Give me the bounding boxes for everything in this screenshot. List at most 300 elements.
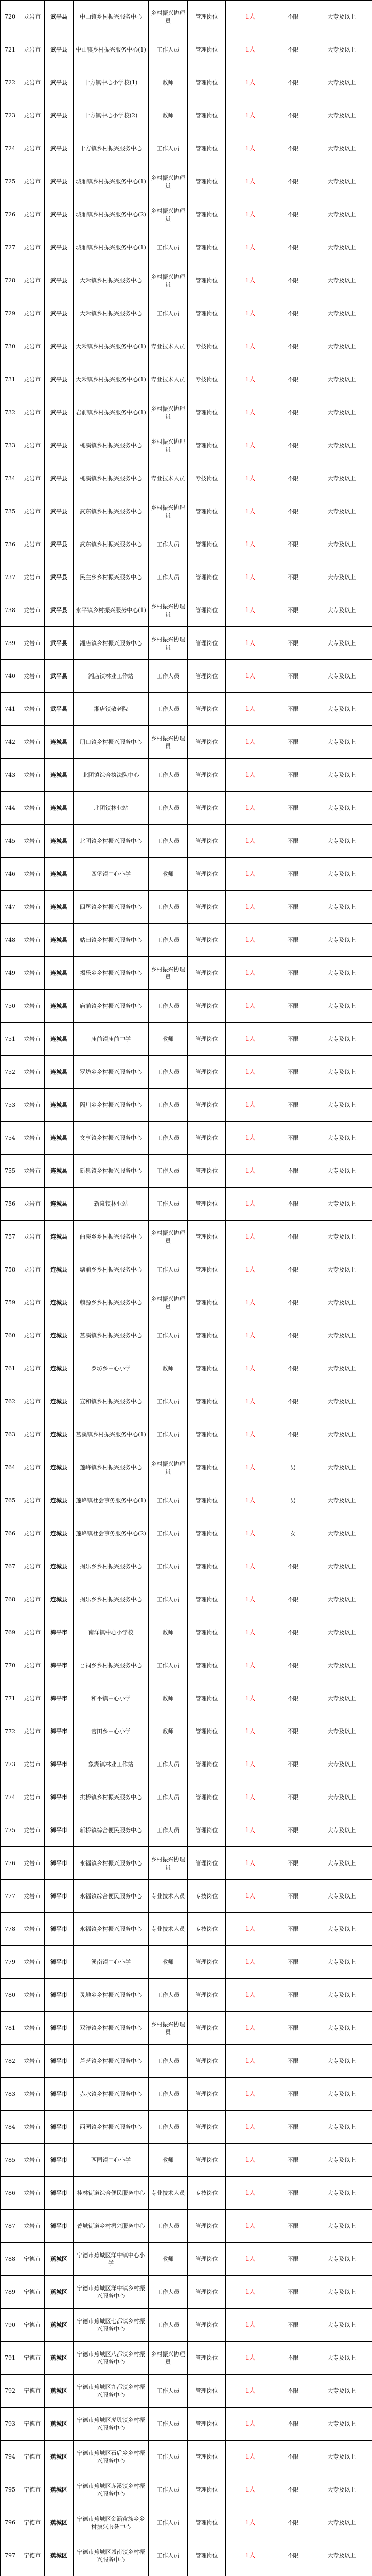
cell-position-type: 管理岗位 [188, 132, 226, 165]
cell-gender-requirement: 不限 [275, 330, 311, 363]
table-row [1, 1814, 372, 1847]
cell-headcount: 1人 [226, 1221, 275, 1253]
table-row [1, 1221, 372, 1253]
cell-employer-unit: 大禾镇乡村振兴服务中心(1) [74, 363, 149, 396]
cell-county: 漳平市 [45, 1847, 74, 1880]
cell-headcount: 1人 [226, 1319, 275, 1352]
table-row [1, 1253, 372, 1286]
cell-serial-number: 774 [1, 1781, 20, 1814]
cell-gender-requirement: 不限 [275, 1385, 311, 1418]
cell-employer-unit: 北团镇综合执法队中心 [74, 759, 149, 792]
cell-position-name: 教师 [149, 858, 188, 891]
cell-employer-unit: 永福镇综合便民服务中心 [74, 1880, 149, 1913]
table-row [1, 990, 372, 1023]
cell-city: 龙岩市 [20, 1286, 45, 1319]
cell-position-name: 乡村振兴协理员 [149, 429, 188, 462]
cell-county: 武平县 [45, 99, 74, 132]
table-row [1, 363, 372, 396]
cell-gender-requirement: 不限 [275, 693, 311, 726]
cell-education-requirement: 大专及以上 [311, 1913, 372, 1946]
table-row [1, 1682, 372, 1715]
cell-county: 蕉城区 [45, 2309, 74, 2342]
table-row [1, 132, 372, 165]
cell-education-requirement: 大专及以上 [311, 2375, 372, 2408]
cell-city: 龙岩市 [20, 429, 45, 462]
cell-city: 龙岩市 [20, 495, 45, 528]
table-row [1, 1781, 372, 1814]
cell-serial-number: 792 [1, 2375, 20, 2408]
cell-gender-requirement: 不限 [275, 1155, 311, 1188]
cell-gender-requirement: 不限 [275, 1, 311, 33]
cell-employer-unit: 永平镇乡村振兴服务中心(1) [74, 594, 149, 627]
cell-headcount: 1人 [226, 2441, 275, 2473]
cell-county: 武平县 [45, 297, 74, 330]
table-row [1, 2539, 372, 2572]
cell-county: 漳平市 [45, 2045, 74, 2078]
cell-employer-unit: 四堡镇乡村振兴服务中心 [74, 891, 149, 924]
cell-city: 龙岩市 [20, 1517, 45, 1550]
cell-serial-number: 722 [1, 66, 20, 99]
cell-education-requirement: 大专及以上 [311, 1089, 372, 1122]
cell-education-requirement: 大专及以上 [311, 1781, 372, 1814]
cell-serial-number: 791 [1, 2342, 20, 2375]
cell-headcount: 1人 [226, 2111, 275, 2144]
cell-employer-unit: 象湖镇林业工作站 [74, 1748, 149, 1781]
table-row [1, 1385, 372, 1418]
cell-headcount: 1人 [226, 429, 275, 462]
cell-position-type: 管理岗位 [188, 1847, 226, 1880]
cell-headcount: 1人 [226, 1, 275, 33]
cell-position-type: 管理岗位 [188, 1155, 226, 1188]
cell-county: 蕉城区 [45, 2243, 74, 2276]
cell-gender-requirement: 不限 [275, 627, 311, 660]
cell-city: 龙岩市 [20, 2078, 45, 2111]
cell-gender-requirement: 不限 [275, 2111, 311, 2144]
cell-city: 龙岩市 [20, 330, 45, 363]
cell-position-name: 乡村振兴协理员 [149, 396, 188, 429]
cell-county: 武平县 [45, 561, 74, 594]
cell-position-type: 管理岗位 [188, 594, 226, 627]
cell-serial-number: 786 [1, 2177, 20, 2210]
cell-city: 龙岩市 [20, 1484, 45, 1517]
table-body [1, 1, 372, 2576]
cell-headcount: 1人 [226, 1748, 275, 1781]
cell-serial-number: 739 [1, 627, 20, 660]
cell-position-name: 工作人员 [149, 759, 188, 792]
cell-education-requirement: 大专及以上 [311, 858, 372, 891]
cell-serial-number: 766 [1, 1517, 20, 1550]
cell-serial-number: 726 [1, 198, 20, 231]
cell-headcount: 1人 [226, 858, 275, 891]
table-row [1, 2144, 372, 2177]
cell-position-type: 管理岗位 [188, 561, 226, 594]
cell-headcount: 1人 [226, 1188, 275, 1221]
cell-employer-unit: 西园镇中心小学 [74, 2144, 149, 2177]
cell-serial-number: 729 [1, 297, 20, 330]
cell-county: 武平县 [45, 693, 74, 726]
cell-employer-unit: 揭乐乡乡村振兴服务中心 [74, 1583, 149, 1616]
cell-headcount: 1人 [226, 2177, 275, 2210]
cell-city: 龙岩市 [20, 2111, 45, 2144]
cell-county: 武平县 [45, 1, 74, 33]
cell-education-requirement: 大专及以上 [311, 1616, 372, 1649]
cell-position-name: 教师 [149, 99, 188, 132]
cell-employer-unit: 中山镇乡村振兴服务中心(1) [74, 33, 149, 66]
table-row [1, 858, 372, 891]
cell-education-requirement: 大专及以上 [311, 1352, 372, 1385]
cell-headcount: 1人 [226, 1946, 275, 1979]
cell-county: 连城县 [45, 1583, 74, 1616]
cell-gender-requirement: 不限 [275, 66, 311, 99]
cell-city: 龙岩市 [20, 2045, 45, 2078]
cell-serial-number: 761 [1, 1352, 20, 1385]
cell-gender-requirement: 不限 [275, 2539, 311, 2572]
table-row [1, 1418, 372, 1451]
cell-education-requirement: 大专及以上 [311, 2506, 372, 2539]
cell-education-requirement: 大专及以上 [311, 1451, 372, 1484]
cell-position-name: 工作人员 [149, 924, 188, 957]
table-row [1, 660, 372, 693]
cell-serial-number: 720 [1, 1, 20, 33]
table-row [1, 627, 372, 660]
table-row [1, 2441, 372, 2473]
table-row [1, 825, 372, 858]
cell-position-name: 工作人员 [149, 660, 188, 693]
cell-headcount: 1人 [226, 2210, 275, 2243]
cell-serial-number: 794 [1, 2441, 20, 2473]
cell-education-requirement: 大专及以上 [311, 99, 372, 132]
cell-position-name: 工作人员 [149, 1385, 188, 1418]
cell-position-type: 管理岗位 [188, 924, 226, 957]
cell-employer-unit: 宁德市蕉城区洋中镇中心小学 [74, 2243, 149, 2276]
cell-gender-requirement: 不限 [275, 1319, 311, 1352]
cell-city: 龙岩市 [20, 1352, 45, 1385]
cell-city: 龙岩市 [20, 231, 45, 264]
cell-gender-requirement: 不限 [275, 1781, 311, 1814]
cell-position-type: 管理岗位 [188, 1550, 226, 1583]
cell-headcount: 1人 [226, 1550, 275, 1583]
cell-position-type: 管理岗位 [188, 1814, 226, 1847]
cell-position-name: 工作人员 [149, 2506, 188, 2539]
cell-position-name: 乡村振兴协理员 [149, 1286, 188, 1319]
cell-headcount: 1人 [226, 2045, 275, 2078]
cell-headcount: 1人 [226, 792, 275, 825]
cell-position-name: 乡村振兴协理员 [149, 1847, 188, 1880]
cell-serial-number: 749 [1, 957, 20, 990]
cell-city: 龙岩市 [20, 1616, 45, 1649]
cell-gender-requirement: 不限 [275, 1715, 311, 1748]
cell-education-requirement: 大专及以上 [311, 66, 372, 99]
cell-serial-number: 797 [1, 2539, 20, 2572]
cell-headcount: 1人 [226, 2342, 275, 2375]
cell-gender-requirement: 不限 [275, 396, 311, 429]
cell-county: 漳平市 [45, 1649, 74, 1682]
cell-position-name: 工作人员 [149, 2309, 188, 2342]
cell-position-name: 教师 [149, 2144, 188, 2177]
cell-county: 武平县 [45, 33, 74, 66]
table-row [1, 957, 372, 990]
cell-headcount: 1人 [226, 759, 275, 792]
cell-city: 龙岩市 [20, 1913, 45, 1946]
cell-position-name: 工作人员 [149, 1155, 188, 1188]
cell-serial-number: 747 [1, 891, 20, 924]
cell-gender-requirement: 不限 [275, 2506, 311, 2539]
table-row [1, 1913, 372, 1946]
table-row [1, 33, 372, 66]
cell-serial-number: 723 [1, 99, 20, 132]
cell-headcount: 1人 [226, 1155, 275, 1188]
cell-employer-unit: 官田乡中心小学 [74, 1715, 149, 1748]
cell-headcount: 1人 [226, 2539, 275, 2572]
cell-serial-number: 728 [1, 264, 20, 297]
cell-headcount: 1人 [226, 495, 275, 528]
cell-position-type: 管理岗位 [188, 2012, 226, 2045]
table-row [1, 759, 372, 792]
cell-education-requirement: 大专及以上 [311, 1583, 372, 1616]
cell-position-type: 管理岗位 [188, 1451, 226, 1484]
cell-city: 龙岩市 [20, 1023, 45, 1056]
cell-county: 漳平市 [45, 2111, 74, 2144]
cell-city: 龙岩市 [20, 924, 45, 957]
cell-city: 龙岩市 [20, 1385, 45, 1418]
cell-position-name: 工作人员 [149, 2473, 188, 2506]
cell-gender-requirement: 女 [275, 1517, 311, 1550]
cell-position-name: 乡村振兴协理员 [149, 198, 188, 231]
cell-gender-requirement: 不限 [275, 1056, 311, 1089]
table-row [1, 1155, 372, 1188]
cell-position-name: 工作人员 [149, 2210, 188, 2243]
cell-serial-number: 751 [1, 1023, 20, 1056]
table-row [1, 2572, 372, 2576]
cell-gender-requirement: 不限 [275, 2408, 311, 2441]
cell-education-requirement: 大专及以上 [311, 2276, 372, 2309]
cell-education-requirement: 大专及以上 [311, 2012, 372, 2045]
cell-position-type: 管理岗位 [188, 1221, 226, 1253]
cell-gender-requirement: 不限 [275, 2144, 311, 2177]
cell-serial-number: 721 [1, 33, 20, 66]
cell-employer-unit: 南洋镇中心小学校 [74, 1616, 149, 1649]
cell-employer-unit: 莲峰镇乡村振兴服务中心 [74, 1451, 149, 1484]
table-row [1, 1748, 372, 1781]
cell-gender-requirement: 不限 [275, 1418, 311, 1451]
cell-city: 龙岩市 [20, 462, 45, 495]
cell-serial-number: 793 [1, 2408, 20, 2441]
cell-education-requirement: 大专及以上 [311, 165, 372, 198]
cell-headcount: 1人 [226, 1122, 275, 1155]
cell-headcount: 1人 [226, 693, 275, 726]
cell-city: 龙岩市 [20, 1583, 45, 1616]
cell-city: 龙岩市 [20, 1748, 45, 1781]
cell-headcount: 1人 [226, 1352, 275, 1385]
cell-position-name: 乡村振兴协理员 [149, 165, 188, 198]
cell-county: 武平县 [45, 660, 74, 693]
cell-employer-unit: 新泉镇林业站 [74, 1188, 149, 1221]
cell-position-type: 管理岗位 [188, 2078, 226, 2111]
cell-education-requirement: 大专及以上 [311, 1748, 372, 1781]
cell-position-name: 工作人员 [149, 561, 188, 594]
cell-position-name: 教师 [149, 1715, 188, 1748]
cell-serial-number: 787 [1, 2210, 20, 2243]
cell-employer-unit: 四堡镇中心小学 [74, 858, 149, 891]
cell-county: 蕉城区 [45, 2441, 74, 2473]
cell-headcount: 1人 [226, 1089, 275, 1122]
cell-position-name: 乡村振兴协理员 [149, 495, 188, 528]
cell-employer-unit: 宁德市蕉城区九都镇乡村振兴服务中心 [74, 2375, 149, 2408]
cell-county: 连城县 [45, 990, 74, 1023]
cell-position-name: 乡村振兴协理员 [149, 726, 188, 759]
table-row [1, 594, 372, 627]
cell-position-type: 管理岗位 [188, 990, 226, 1023]
cell-education-requirement: 大专及以上 [311, 2309, 372, 2342]
cell-position-name: 教师 [149, 1023, 188, 1056]
cell-city: 龙岩市 [20, 297, 45, 330]
cell-position-type: 管理岗位 [188, 759, 226, 792]
cell-position-name: 乡村振兴协理员 [149, 1221, 188, 1253]
cell-position-name: 专业技术人员 [149, 363, 188, 396]
cell-city: 龙岩市 [20, 198, 45, 231]
cell-position-name: 工作人员 [149, 132, 188, 165]
cell-gender-requirement: 不限 [275, 594, 311, 627]
cell-county: 蕉城区 [45, 2276, 74, 2309]
cell-city: 龙岩市 [20, 2144, 45, 2177]
cell-position-name: 工作人员 [149, 1089, 188, 1122]
cell-serial-number: 741 [1, 693, 20, 726]
cell-position-type: 管理岗位 [188, 627, 226, 660]
table-row [1, 2111, 372, 2144]
table-row [1, 891, 372, 924]
cell-position-type: 管理岗位 [188, 1385, 226, 1418]
cell-headcount: 1人 [226, 2506, 275, 2539]
cell-employer-unit: 姑田镇乡村振兴服务中心 [74, 924, 149, 957]
table-row [1, 396, 372, 429]
cell-position-type: 管理岗位 [188, 858, 226, 891]
cell-county: 连城县 [45, 1319, 74, 1352]
cell-city: 龙岩市 [20, 990, 45, 1023]
table-row [1, 1089, 372, 1122]
cell-position-type: 管理岗位 [188, 1418, 226, 1451]
cell-position-type: 管理岗位 [188, 660, 226, 693]
cell-employer-unit: 宣和镇乡村振兴服务中心 [74, 1385, 149, 1418]
cell-city: 龙岩市 [20, 1781, 45, 1814]
cell-headcount: 1人 [226, 1056, 275, 1089]
cell-city: 龙岩市 [20, 1946, 45, 1979]
cell-serial-number: 790 [1, 2309, 20, 2342]
cell-position-type: 管理岗位 [188, 2276, 226, 2309]
cell-gender-requirement: 不限 [275, 858, 311, 891]
cell-city: 龙岩市 [20, 792, 45, 825]
cell-headcount: 1人 [226, 264, 275, 297]
table-row [1, 2177, 372, 2210]
cell-position-name: 工作人员 [149, 1122, 188, 1155]
cell-serial-number: 783 [1, 2078, 20, 2111]
cell-city: 龙岩市 [20, 1056, 45, 1089]
cell-headcount: 1人 [226, 396, 275, 429]
cell-employer-unit: 湘店镇乡村振兴服务中心 [74, 627, 149, 660]
cell-serial-number: 777 [1, 1880, 20, 1913]
cell-employer-unit: 灵地乡乡村振兴服务中心 [74, 1979, 149, 2012]
cell-position-name: 工作人员 [149, 1188, 188, 1221]
cell-employer-unit: 揭乐乡乡村振兴服务中心 [74, 1550, 149, 1583]
cell-position-name: 工作人员 [149, 1319, 188, 1352]
cell-city: 龙岩市 [20, 1550, 45, 1583]
cell-position-name: 乡村振兴协理员 [149, 264, 188, 297]
cell-education-requirement: 大专及以上 [311, 1682, 372, 1715]
cell-education-requirement: 大专及以上 [311, 1418, 372, 1451]
cell-headcount: 1人 [226, 2276, 275, 2309]
cell-county: 武平县 [45, 66, 74, 99]
cell-position-type: 管理岗位 [188, 1715, 226, 1748]
cell-education-requirement: 大专及以上 [311, 825, 372, 858]
cell-city: 宁德市 [20, 2441, 45, 2473]
cell-position-type: 管理岗位 [188, 1352, 226, 1385]
cell-serial-number: 771 [1, 1682, 20, 1715]
cell-employer-unit: 十方镇中心小学校(2) [74, 99, 149, 132]
cell-position-type: 管理岗位 [188, 1781, 226, 1814]
cell-gender-requirement: 不限 [275, 2441, 311, 2473]
cell-education-requirement: 大专及以上 [311, 594, 372, 627]
cell-serial-number: 762 [1, 1385, 20, 1418]
cell-gender-requirement: 不限 [275, 726, 311, 759]
cell-education-requirement: 大专及以上 [311, 2144, 372, 2177]
cell-city: 龙岩市 [20, 1122, 45, 1155]
cell-position-type: 管理岗位 [188, 165, 226, 198]
cell-county: 连城县 [45, 1122, 74, 1155]
cell-position-type: 管理岗位 [188, 1122, 226, 1155]
cell-employer-unit: 城厢镇乡村振兴服务中心(1) [74, 231, 149, 264]
cell-serial-number: 770 [1, 1649, 20, 1682]
cell-serial-number: 755 [1, 1155, 20, 1188]
cell-county: 连城县 [45, 1352, 74, 1385]
cell-serial-number: 744 [1, 792, 20, 825]
cell-headcount: 1人 [226, 1616, 275, 1649]
table-row [1, 792, 372, 825]
cell-position-type: 管理岗位 [188, 1023, 226, 1056]
cell-serial-number: 773 [1, 1748, 20, 1781]
cell-education-requirement: 大专及以上 [311, 891, 372, 924]
cell-serial-number: 743 [1, 759, 20, 792]
table-row [1, 66, 372, 99]
cell-county: 连城县 [45, 1253, 74, 1286]
cell-city: 龙岩市 [20, 1, 45, 33]
cell-position-name: 工作人员 [149, 1814, 188, 1847]
cell-city: 龙岩市 [20, 1649, 45, 1682]
cell-serial-number: 732 [1, 396, 20, 429]
cell-city: 龙岩市 [20, 363, 45, 396]
cell-employer-unit: 北团镇林业站 [74, 792, 149, 825]
cell-education-requirement: 大专及以上 [311, 1122, 372, 1155]
table-row [1, 429, 372, 462]
cell-education-requirement: 大专及以上 [311, 1550, 372, 1583]
cell-headcount: 1人 [226, 2309, 275, 2342]
table-row [1, 726, 372, 759]
cell-position-type: 管理岗位 [188, 264, 226, 297]
cell-position-name: 工作人员 [149, 2441, 188, 2473]
cell-education-requirement: 大专及以上 [311, 1979, 372, 2012]
cell-headcount: 1人 [226, 1880, 275, 1913]
cell-employer-unit: 宁德市蕉城区金涵畲族乡乡村振兴服务中心 [74, 2506, 149, 2539]
cell-county: 连城县 [45, 1221, 74, 1253]
cell-serial-number: 754 [1, 1122, 20, 1155]
cell-serial-number: 765 [1, 1484, 20, 1517]
cell-education-requirement: 大专及以上 [311, 957, 372, 990]
cell-education-requirement: 大专及以上 [311, 627, 372, 660]
cell-position-name: 乡村振兴协理员 [149, 2342, 188, 2375]
cell-city: 宁德市 [20, 2243, 45, 2276]
cell-education-requirement: 大专及以上 [311, 1946, 372, 1979]
cell-education-requirement: 大专及以上 [311, 495, 372, 528]
cell-gender-requirement: 不限 [275, 2078, 311, 2111]
cell-position-name: 工作人员 [149, 1748, 188, 1781]
